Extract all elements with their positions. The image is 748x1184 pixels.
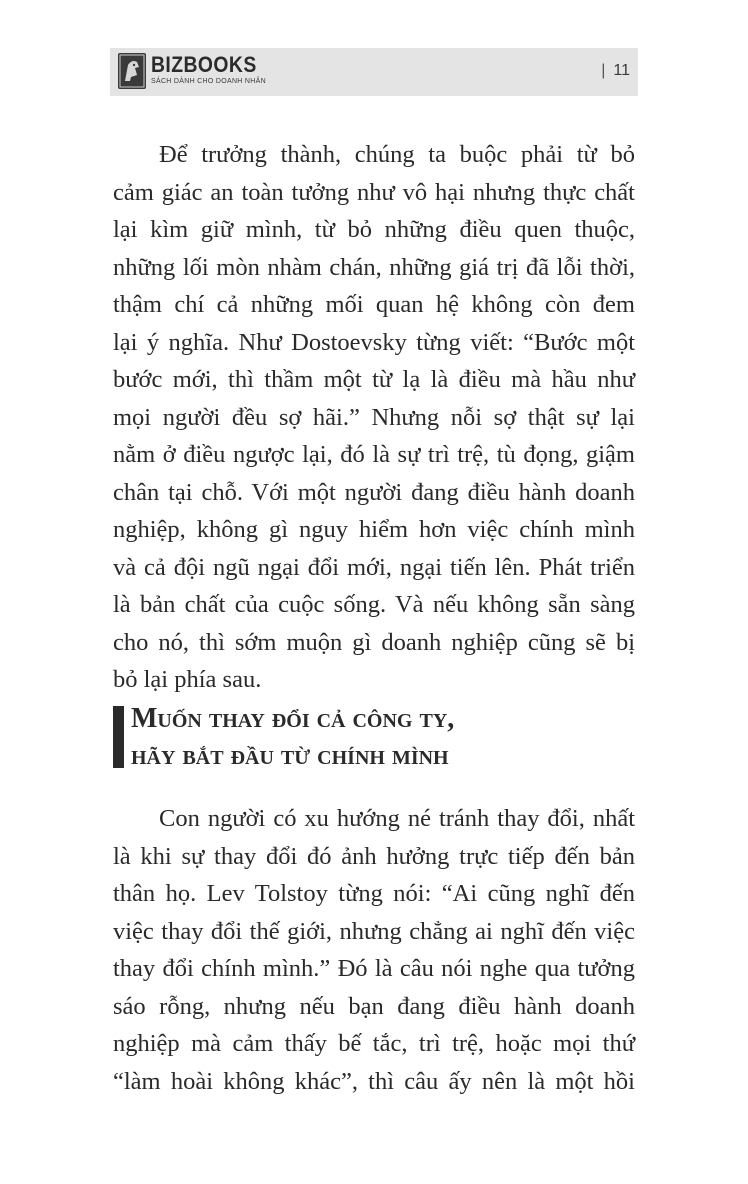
text-line: việc thay đổi thế giới, nhưng chẳng ai nghĩ đến việc <box>113 917 635 945</box>
text-line: bước mới, thì thầm một từ lạ là điều mà hầu như <box>113 366 635 393</box>
text-line: những lối mòn nhàm chán, những giá trị đã lỗi thời, <box>113 253 635 281</box>
text-line: lại kìm giữ mình, từ bỏ những điều quen thuộc, <box>113 216 635 243</box>
text-line: thay đổi chính mình.” Đó là câu nói nghe qua tưởng <box>113 955 635 982</box>
text-line: là bản chất của cuộc sống. Và nếu không sẵn sàng <box>113 591 635 618</box>
page-number-area <box>601 62 630 80</box>
text-line: sáo rỗng, nhưng nếu bạn đang điều hành doanh <box>113 992 635 1020</box>
text-line: cảm giác an toàn tưởng như vô hại nhưng thực chất <box>113 178 635 206</box>
publisher-logo <box>118 53 271 89</box>
text-line: “làm hoài không khác”, thì câu ấy nên là một hồi <box>113 1067 635 1095</box>
paragraph-1 <box>113 136 635 699</box>
heading-line-1: Muốn thay đổi cả công ty, <box>131 703 455 734</box>
text-line: Để trưởng thành, chúng ta buộc phải từ bỏ <box>159 141 635 168</box>
text-line: là khi sự thay đổi đó ảnh hưởng trực tiếp đến bản <box>113 842 635 870</box>
text-line: và cả đội ngũ ngại đổi mới, ngại tiến lên. Phát triển <box>113 553 635 581</box>
text-line: thân họ. Lev Tolstoy từng nói: “Ai cũng nghĩ đến <box>113 880 635 907</box>
paragraph-2 <box>113 800 635 1100</box>
heading-line-2: hãy bắt đầu từ chính mình <box>131 740 449 771</box>
text-line: bỏ lại phía sau. <box>113 666 262 693</box>
text-line: Con người có xu hướng né tránh thay đổi, nhất <box>159 805 635 832</box>
text-line: thậm chí cả những mối quan hệ không còn đem <box>113 291 635 318</box>
text-line: nghiệp, không gì nguy hiểm hơn việc chính mình <box>113 516 635 543</box>
brand-tagline: SÁCH DÀNH CHO DOANH NHÂN <box>151 78 266 85</box>
heading-bar <box>113 706 124 768</box>
heading-text <box>131 700 454 774</box>
text-line: chân tại chỗ. Với một người đang điều hành doanh <box>113 478 635 506</box>
brand-name: BIZBOOKS <box>151 52 257 77</box>
running-header <box>110 48 638 96</box>
text-line: mọi người đều sợ hãi.” Nhưng nỗi sợ thật sự lại <box>113 403 635 431</box>
bizbooks-logo-icon <box>118 53 146 89</box>
text-line: nằm ở điều ngược lại, đó là sự trì trệ, tù đọng, giậm <box>113 441 635 468</box>
text-line: cho nó, thì sớm muộn gì doanh nghiệp cũng sẽ bị <box>113 628 635 656</box>
page-number: 11 <box>613 62 630 79</box>
page-separator: | <box>601 62 606 79</box>
text-line: lại ý nghĩa. Như Dostoevsky từng viết: “Bước một <box>113 328 635 356</box>
text-line: nghiệp mà cảm thấy bế tắc, trì trệ, hoặc mọi thứ <box>113 1030 635 1057</box>
